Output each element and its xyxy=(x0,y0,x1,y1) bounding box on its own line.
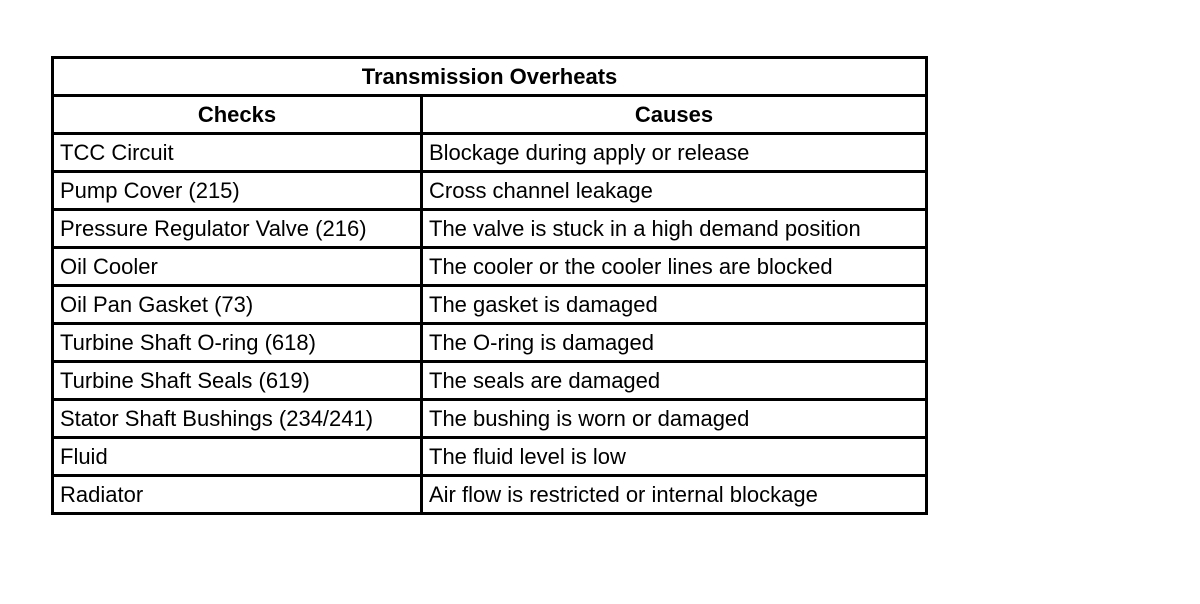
causes-header: Causes xyxy=(422,96,927,134)
table-title: Transmission Overheats xyxy=(53,58,927,96)
cause-cell: The fluid level is low xyxy=(422,438,927,476)
table-row xyxy=(53,172,927,210)
check-cell: TCC Circuit xyxy=(53,134,422,172)
check-cell: Turbine Shaft O-ring (618) xyxy=(53,324,422,362)
check-cell: Pressure Regulator Valve (216) xyxy=(53,210,422,248)
check-cell: Stator Shaft Bushings (234/241) xyxy=(53,400,422,438)
cause-cell: The cooler or the cooler lines are blocked xyxy=(422,248,927,286)
diagnosis-table xyxy=(51,56,928,515)
cause-cell: The valve is stuck in a high demand position xyxy=(422,210,927,248)
table-row xyxy=(53,286,927,324)
table-row xyxy=(53,476,927,514)
check-cell: Fluid xyxy=(53,438,422,476)
cause-cell: Blockage during apply or release xyxy=(422,134,927,172)
check-cell: Radiator xyxy=(53,476,422,514)
check-cell: Pump Cover (215) xyxy=(53,172,422,210)
table-row xyxy=(53,248,927,286)
cause-cell: The seals are damaged xyxy=(422,362,927,400)
table-title-row xyxy=(53,58,927,96)
table-row xyxy=(53,400,927,438)
table-row xyxy=(53,210,927,248)
cause-cell: The O-ring is damaged xyxy=(422,324,927,362)
check-cell: Oil Pan Gasket (73) xyxy=(53,286,422,324)
cause-cell: Cross channel leakage xyxy=(422,172,927,210)
checks-header: Checks xyxy=(53,96,422,134)
check-cell: Turbine Shaft Seals (619) xyxy=(53,362,422,400)
table-row xyxy=(53,134,927,172)
check-cell: Oil Cooler xyxy=(53,248,422,286)
cause-cell: Air flow is restricted or internal blockage xyxy=(422,476,927,514)
table-row xyxy=(53,438,927,476)
table-header-row xyxy=(53,96,927,134)
table-row xyxy=(53,362,927,400)
table-row xyxy=(53,324,927,362)
cause-cell: The bushing is worn or damaged xyxy=(422,400,927,438)
cause-cell: The gasket is damaged xyxy=(422,286,927,324)
